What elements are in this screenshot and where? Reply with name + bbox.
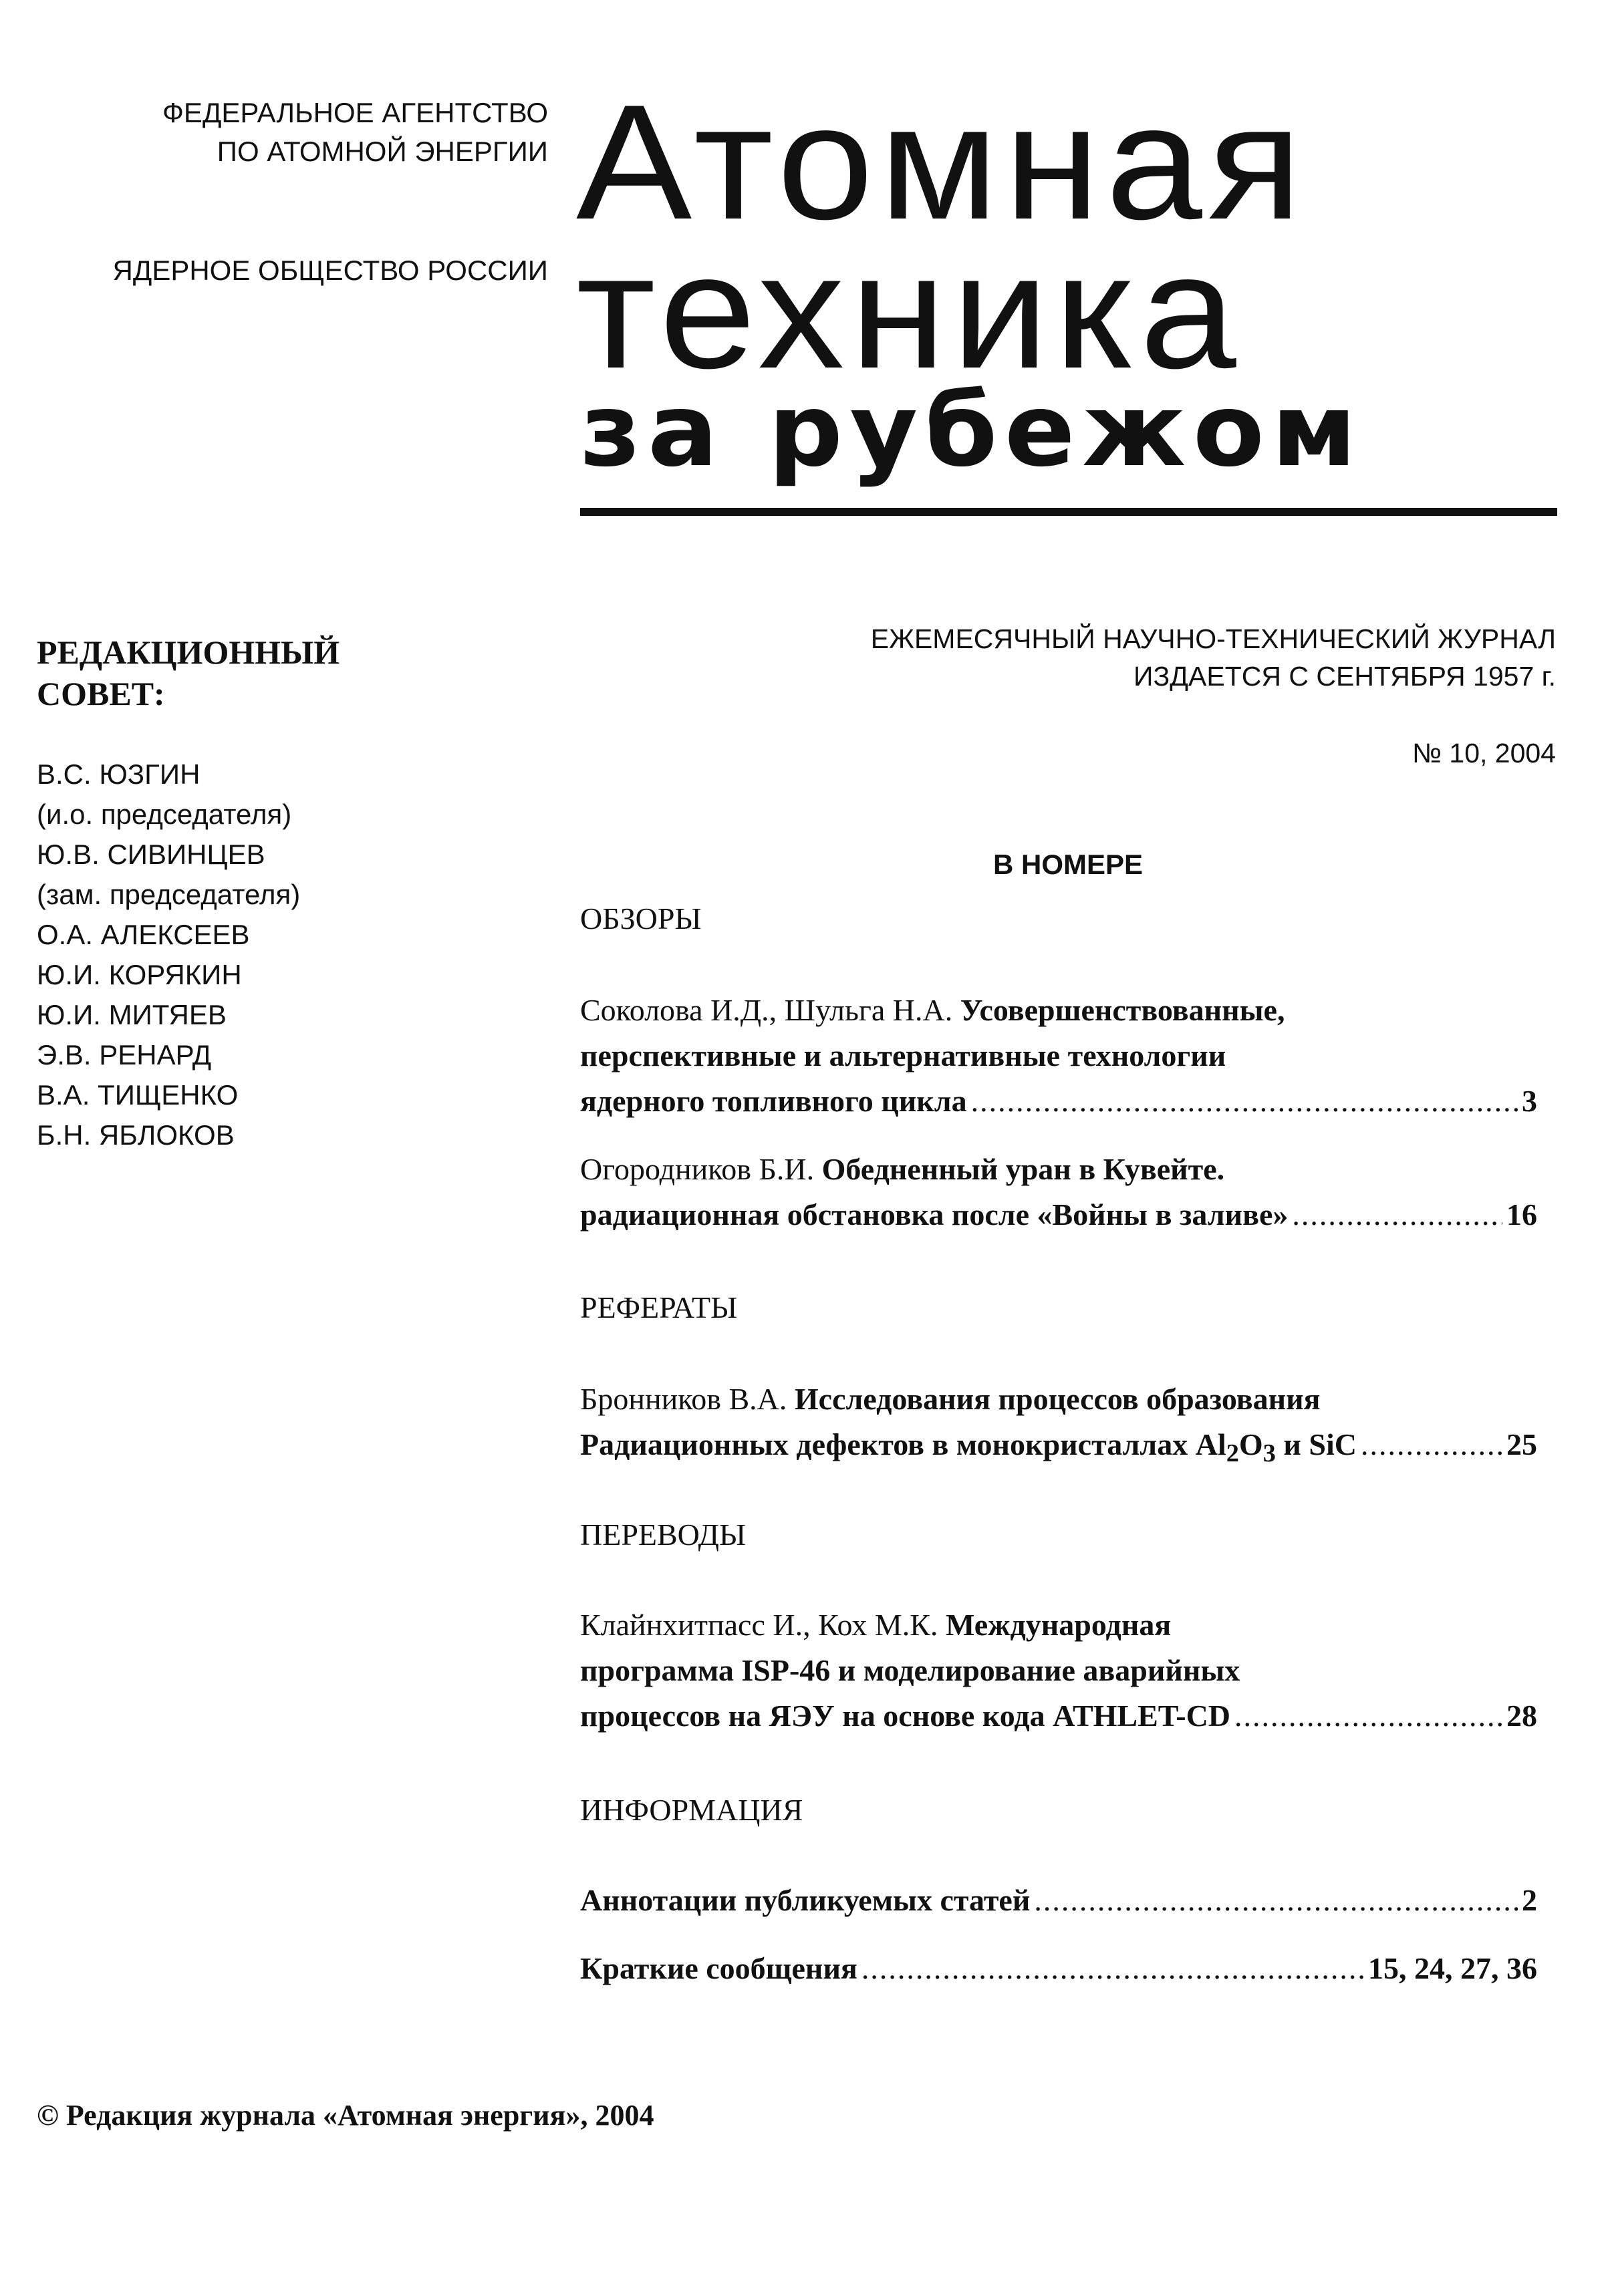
board-member: Ю.В. СИВИНЦЕВ (37, 839, 265, 870)
board-member-role: (зам. председателя) (37, 879, 301, 910)
entry-line (580, 1079, 1537, 1124)
toc-entry-sokolova[interactable] (580, 988, 1537, 1124)
entry-title: Усовершенствованные, (960, 993, 1285, 1027)
dot-leader (861, 1946, 1364, 1991)
title-part: Радиационных дефектов в монокристаллах Al (580, 1427, 1226, 1461)
section-abstracts: РЕФЕРАТЫ (580, 1290, 738, 1324)
entry-page: 15, 24, 27, 36 (1368, 1951, 1537, 1985)
entry-line (580, 1602, 1537, 1648)
board-member: В.А. ТИЩЕНКО (37, 1079, 239, 1111)
entry-page: 25 (1506, 1427, 1537, 1461)
entry-authors: Огородников Б.И. (580, 1152, 815, 1186)
agency-line-2: ПО АТОМНОЙ ЭНЕРГИИ (217, 136, 548, 167)
masthead-line-1: Атомная (576, 70, 1308, 253)
entry-title: Обедненный уран в Кувейте. (821, 1152, 1225, 1186)
entry-line (580, 988, 1537, 1033)
entry-line (580, 1147, 1537, 1192)
toc-entry-bronnikov[interactable] (580, 1377, 1537, 1476)
copyright-notice: © Редакция журнала «Атомная энергия», 2004 (37, 2099, 654, 2132)
masthead-line-3: за рубежом (580, 373, 1364, 489)
entry-page: 2 (1522, 1883, 1537, 1917)
entry-title: Краткие сообщения (580, 1951, 857, 1985)
society-name: ЯДЕРНОЕ ОБЩЕСТВО РОССИИ (112, 255, 548, 286)
masthead-line-2: техника (576, 219, 1242, 402)
entry-title: ядерного топливного цикла (580, 1084, 967, 1118)
journal-since: ИЗДАЕТСЯ С СЕНТЯБРЯ 1957 г. (1133, 661, 1556, 692)
agency-line-1: ФЕДЕРАЛЬНОЕ АГЕНТСТВО (162, 97, 548, 128)
entry-line (580, 1946, 1537, 1991)
dot-leader (971, 1079, 1518, 1124)
board-title-line-1: РЕДАКЦИОННЫЙ (37, 633, 340, 671)
board-title (37, 631, 518, 714)
dot-leader (1234, 1693, 1502, 1739)
dot-leader (1361, 1422, 1502, 1467)
subscript: 3 (1262, 1439, 1276, 1468)
entry-authors: Бронников В.А. (580, 1382, 787, 1416)
entry-line (580, 1648, 1537, 1693)
toc-entry-kleinhitpass[interactable] (580, 1602, 1537, 1739)
entry-title: Аннотации публикуемых статей (580, 1883, 1031, 1917)
dot-leader (1292, 1192, 1502, 1238)
journal-description: ЕЖЕМЕСЯЧНЫЙ НАУЧНО-ТЕХНИЧЕСКИЙ ЖУРНАЛ (870, 623, 1556, 654)
issue-number: № 10, 2004 (1412, 738, 1556, 768)
board-member-role: (и.о. председателя) (37, 799, 292, 830)
entry-authors: Соколова И.Д., Шульга Н.А. (580, 993, 953, 1027)
masthead (576, 70, 1559, 489)
board-member: Б.Н. ЯБЛОКОВ (37, 1119, 235, 1151)
entry-line (580, 1878, 1537, 1923)
board-member: Ю.И. КОРЯКИН (37, 959, 242, 990)
masthead-rule (580, 508, 1557, 516)
title-part: O (1238, 1427, 1263, 1461)
board-member: О.А. АЛЕКСЕЕВ (37, 919, 250, 950)
board-member: В.С. ЮЗГИН (37, 758, 200, 790)
entry-title: процессов на ЯЭУ на основе кода ATHLET-CD (580, 1699, 1231, 1733)
entry-title (580, 1422, 1357, 1476)
section-translations: ПЕРЕВОДЫ (580, 1518, 747, 1552)
entry-title: радиационная обстановка после «Войны в заливе» (580, 1197, 1289, 1232)
board-title-line-2: СОВЕТ: (37, 675, 165, 712)
entry-line (580, 1033, 1537, 1079)
journal-info (580, 620, 1556, 695)
toc-entry-brief[interactable] (580, 1946, 1537, 1991)
publishers-block (40, 94, 548, 290)
title-part: и SiC (1275, 1427, 1357, 1461)
entry-authors: Клайнхитпасс И., Кох М.К. (580, 1608, 938, 1642)
section-information: ИНФОРМАЦИЯ (580, 1793, 803, 1827)
entry-page: 16 (1506, 1197, 1537, 1232)
toc-heading: В НОМЕРЕ (992, 849, 1144, 880)
board-member: Э.В. РЕНАРД (37, 1039, 212, 1070)
entry-title: программа ISP-46 и моделирование аварийных (580, 1653, 1240, 1687)
entry-page: 28 (1506, 1699, 1537, 1733)
board-members (37, 754, 518, 1155)
entry-line (580, 1192, 1537, 1238)
toc-entry-annotations[interactable] (580, 1878, 1537, 1923)
board-member: Ю.И. МИТЯЕВ (37, 999, 227, 1030)
entry-title: Исследования процессов образования (794, 1382, 1321, 1416)
entry-title: Международная (945, 1608, 1172, 1642)
entry-line (580, 1377, 1537, 1422)
section-reviews: ОБЗОРЫ (580, 901, 702, 936)
dot-leader (1034, 1878, 1518, 1923)
subscript: 2 (1226, 1439, 1239, 1468)
entry-line (580, 1422, 1537, 1476)
editorial-board (37, 631, 518, 1155)
entry-line (580, 1693, 1537, 1739)
entry-page: 3 (1522, 1084, 1537, 1118)
spacer (40, 171, 548, 251)
entry-title: перспективные и альтернативные технологии (580, 1038, 1226, 1072)
toc-entry-ogorodnikov[interactable] (580, 1147, 1537, 1238)
